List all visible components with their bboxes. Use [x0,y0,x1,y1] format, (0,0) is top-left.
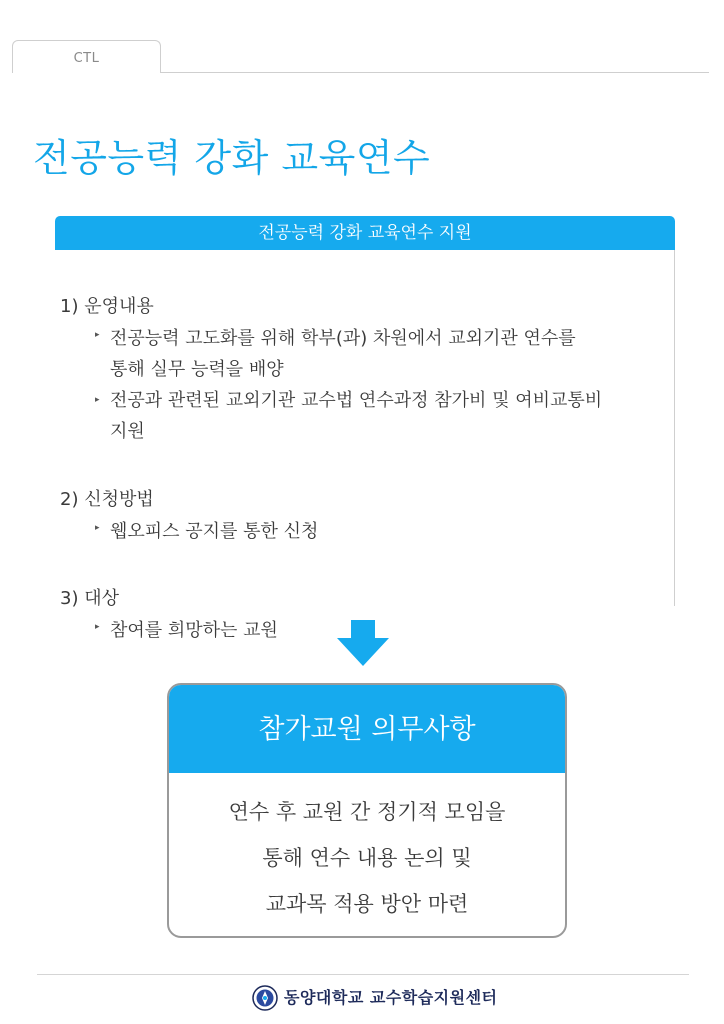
section-title: 1) 운영내용 [60,296,154,317]
tab-ctl[interactable]: CTL [12,40,161,73]
support-panel [55,216,675,641]
duty-line: 연수 후 교원 간 정기적 모임을 [228,800,506,824]
footer-text [284,989,498,1007]
section-operation [60,294,602,447]
list-item-text: 전공과 관련된 교외기관 교수법 연수과정 참가비 및 여비교통비 지원 [110,390,603,442]
duty-line: 통해 연수 내용 논의 및 [262,846,472,870]
tab-bar [12,40,709,73]
list-item-text: 웹오피스 공지를 통한 신청 [110,521,319,542]
panel-body [55,250,675,641]
university-emblem-icon [252,985,278,1011]
list-item [60,612,278,646]
list-item [60,320,602,385]
bullet-triangle-icon: ▸ [95,622,100,632]
list-item-text: 전공능력 고도화를 위해 학부(과) 차원에서 교외기관 연수를 통해 실무 능력을 배양 [110,328,576,380]
page-title: 전공능력 강화 교육연수 [33,136,431,180]
duty-box [167,683,567,938]
list-item [60,513,318,547]
section-title: 3) 대상 [60,588,119,609]
list-item [60,385,602,447]
bullet-triangle-icon: ▸ [95,395,100,405]
footer-name: 동양대학교 교수학습지원센터 [284,988,498,1007]
section-target [60,586,278,646]
duty-line: 교과목 적용 방안 마련 [265,892,469,916]
panel-header: 전공능력 강화 교육연수 지원 [55,216,675,250]
section-application [60,487,318,547]
bullet-triangle-icon: ▸ [95,330,100,340]
tab-divider [160,72,709,73]
down-arrow-icon [337,620,389,666]
duty-header: 참가교원 의무사항 [169,685,565,773]
section-title: 2) 신청방법 [60,489,154,510]
list-item-text: 참여를 희망하는 교원 [110,620,278,641]
bullet-triangle-icon: ▸ [95,523,100,533]
duty-body [169,773,565,927]
footer-divider [37,974,689,975]
footer [252,983,498,1013]
